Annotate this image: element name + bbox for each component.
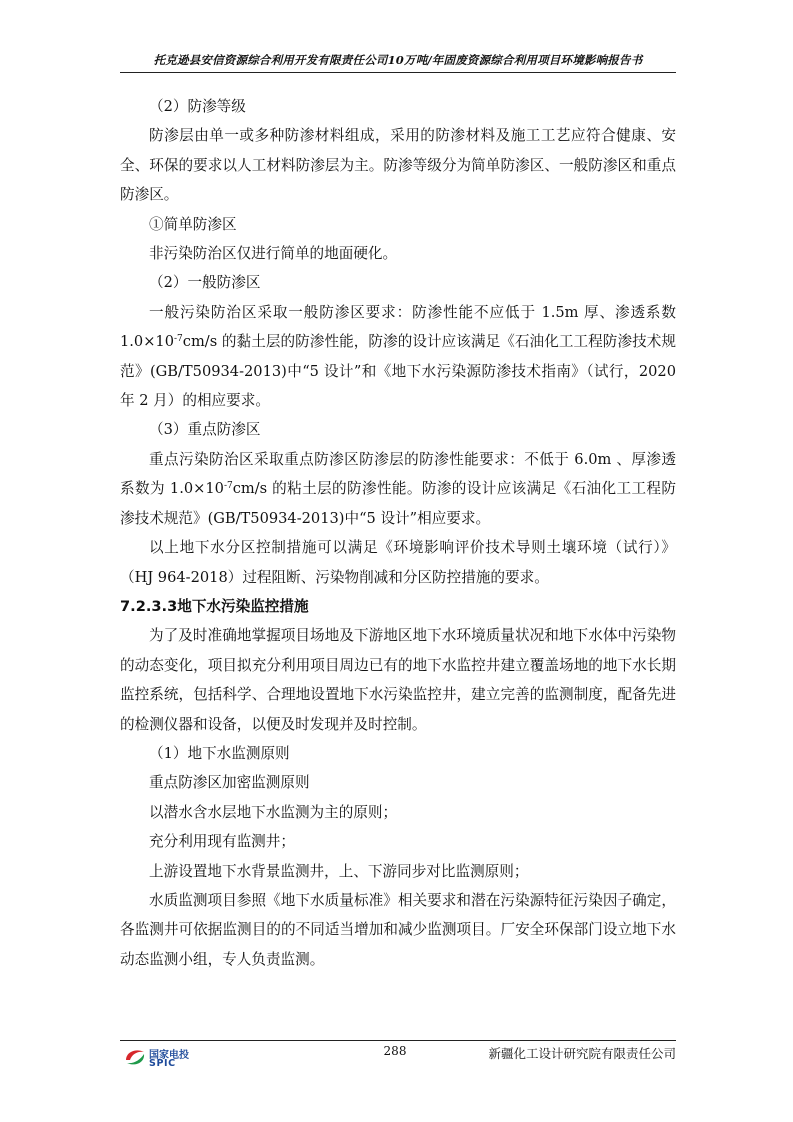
general-zone-exponent: -7 xyxy=(174,334,183,345)
paragraph-monitoring-intro: 为了及时准确地掌握项目场地及下游地区地下水环境质量状况和地下水体中污染物的动态变化，项目拟充分利用项目周边已有的地下水监控井建立覆盖场地的地下水长期监控系统，包括科学、合理地设置地下水污染监控井，建立完善的监测制度，配备先进的检测仪器和设备，以便及时发现并及时控制。 xyxy=(120,627,676,733)
footer-organization: 新疆化工设计研究院有限责任公司 xyxy=(488,1046,676,1061)
paragraph-simple-zone-title: ①简单防渗区 xyxy=(149,215,237,233)
paragraph-simple-zone: 非污染防治区仅进行简单的地面硬化。 xyxy=(149,245,398,263)
key-zone-text-b: cm/s 的粘土层的防渗性能。防渗的设计应该满足《石油化工工程防渗技术规范》(GB/T50934-2013)中“5 设计”相应要求。 xyxy=(120,480,676,527)
spic-logo xyxy=(124,1046,194,1070)
paragraph-principle-1: 重点防渗区加密监测原则 xyxy=(149,774,310,792)
page-number: 288 xyxy=(383,1044,407,1058)
spic-logo-icon xyxy=(124,1046,146,1068)
paragraph-principle-3: 充分利用现有监测井； xyxy=(149,833,295,851)
header-rule xyxy=(120,72,676,73)
general-zone-text-a: 一般污染防治区采取一般防渗区要求：防渗性能不应低于 1.5m 厚、渗透系数 1.0×10 xyxy=(120,303,676,351)
paragraph-general-zone xyxy=(120,298,676,416)
paragraph-principle-2: 以潜水含水层地下水监测为主的原则； xyxy=(149,803,398,821)
paragraph-seepage-layer: 防渗层由单一或多种防渗材料组成，采用的防渗材料及施工工艺应符合健康、安全、环保的要求以人工材料防渗层为主。防渗等级分为简单防渗区、一般防渗区和重点防渗区。 xyxy=(120,127,676,204)
paragraph-zone-summary: 以上地下水分区控制措施可以满足《环境影响评价技术导则土壤环境（试行）》（HJ 964-2018）过程阻断、污染物削减和分区防控措施的要求。 xyxy=(120,539,676,586)
paragraph-seepage-grade-title: （2）防渗等级 xyxy=(149,98,246,115)
paragraph-principle-4: 上游设置地下水背景监测井，上、下游同步对比监测原则； xyxy=(149,862,529,880)
paragraph-key-zone xyxy=(120,445,676,533)
key-zone-exponent: -7 xyxy=(223,481,233,492)
general-zone-text-b: cm/s 的黏土层的防渗性能，防渗的设计应该满足《石油化工工程防渗技术规范》(GB/T50934-2013)中“5 设计”和《地下水污染源防渗技术指南》（试行，2020 年 2 月）的相应要求。 xyxy=(120,333,676,410)
footer-rule xyxy=(120,1040,676,1041)
running-header: 托克逊县安信资源综合利用开发有限责任公司10万吨/年固废资源综合利用项目环境影响报告书 xyxy=(153,53,643,67)
paragraph-principle-5: 水质监测项目参照《地下水质量标准》相关要求和潜在污染源特征污染因子确定，各监测井可依据监测目的的不同适当增加和减少监测项目。厂安全环保部门设立地下水动态监测小组，专人负责监测。 xyxy=(120,891,676,968)
paragraph-general-zone-title: （2）一般防渗区 xyxy=(149,274,261,292)
logo-chinese-text: 国家电投 xyxy=(149,1050,189,1061)
logo-english-text: SPIC xyxy=(149,1058,176,1069)
paragraph-key-zone-title: （3）重点防渗区 xyxy=(149,421,261,439)
paragraph-monitoring-principles-title: （1）地下水监测原则 xyxy=(149,744,290,762)
key-zone-text-a: 重点污染防治区采取重点防渗区防渗层的防渗性能要求：不低于 6.0m 、厚渗透系数为 1.0×10 xyxy=(120,450,676,498)
section-heading: 7.2.3.3地下水污染监控措施 xyxy=(120,597,309,615)
page-content xyxy=(120,92,676,974)
